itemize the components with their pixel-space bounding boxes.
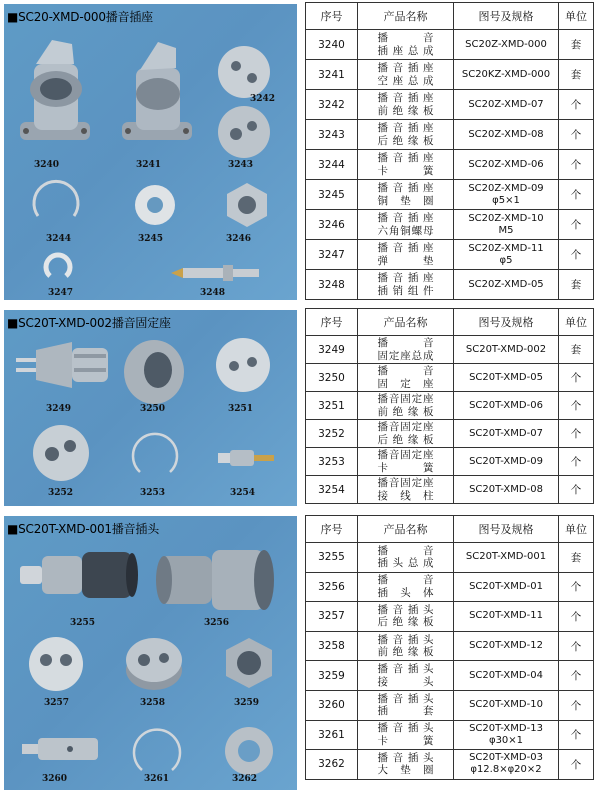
table-row: [306, 270, 594, 300]
plug-assembly-image: [16, 544, 140, 614]
cell-spec: SC20T-XMD-10: [454, 690, 559, 720]
product-name-line: 播音插头: [377, 751, 434, 764]
product-name-line: 播音固定座: [377, 421, 434, 433]
cell-no: 3242: [306, 90, 358, 120]
table-header-row: [306, 309, 594, 336]
spec-table-socket: [305, 2, 594, 300]
table-row: [306, 750, 594, 780]
large-washer-image: [222, 724, 276, 778]
cell-no: 3257: [306, 602, 358, 632]
product-name-line: 播音: [377, 337, 434, 349]
part-label-3255: 3255: [70, 618, 96, 628]
cell-spec: SC20T-XMD-01: [454, 572, 559, 602]
product-name-line: 固定座总成: [377, 349, 434, 362]
product-name-line: 播音固定座: [377, 449, 434, 461]
mount-assembly-image: [12, 332, 116, 402]
part-label-3253: 3253: [140, 488, 166, 498]
spring-washer-image: [42, 250, 74, 282]
product-name-line: 插座总成: [377, 44, 434, 57]
photo-panel-plug: [4, 516, 297, 790]
cell-spec: SC20Z-XMD-05: [454, 270, 559, 300]
cell-spec: SC20T-XMD-03 φ12.8×φ20×2: [454, 750, 559, 780]
header-no: 序号: [306, 516, 358, 543]
table-row: [306, 240, 594, 270]
cell-spec: SC20Z-XMD-06: [454, 150, 559, 180]
cell-spec: SC20T-XMD-06: [454, 392, 559, 420]
cell-spec: SC20Z-XMD-000: [454, 30, 559, 60]
photo-panel-socket: [4, 4, 297, 300]
table-row: [306, 572, 594, 602]
cell-unit: 个: [559, 631, 594, 661]
front-insulation-plate-image: [216, 44, 272, 100]
cell-unit: 个: [559, 420, 594, 448]
cell-unit: 个: [559, 448, 594, 476]
cell-no: 3240: [306, 30, 358, 60]
cell-unit: 套: [559, 336, 594, 364]
product-name-line: 播音: [377, 574, 434, 587]
part-label-3254: 3254: [230, 488, 256, 498]
table-row: [306, 720, 594, 750]
product-name-line: 后绝缘板: [377, 433, 434, 446]
product-name-line: 播音固定座: [377, 477, 434, 489]
part-label-3242: 3242: [250, 94, 276, 104]
section-title: ■SC20-XMD-000播音插座: [7, 10, 153, 24]
part-label-3261: 3261: [144, 774, 170, 784]
cell-unit: 个: [559, 392, 594, 420]
part-label-3245: 3245: [138, 234, 164, 244]
product-name-line: 播音插座: [377, 242, 434, 254]
circlip-image: [28, 176, 84, 232]
mount-front-insulation-image: [214, 336, 272, 394]
cell-product-name: [358, 210, 454, 240]
mount-circlip-image: [126, 426, 182, 482]
table-row: [306, 90, 594, 120]
cell-product-name: [358, 392, 454, 420]
cell-product-name: [358, 30, 454, 60]
plug-sleeve-image: [20, 734, 100, 764]
cell-no: 3251: [306, 392, 358, 420]
section-title: ■SC20T-XMD-001播音插头: [7, 522, 160, 536]
cell-unit: 个: [559, 150, 594, 180]
plug-circlip-image: [128, 722, 186, 780]
product-name-line: 播音插座: [377, 182, 434, 194]
mount-body-image: [120, 332, 190, 408]
plug-connector-image: [220, 634, 278, 692]
product-name-line: 播音插座: [377, 122, 434, 134]
product-name-line: 大垫圈: [377, 764, 434, 777]
product-name-line: 播音插头: [377, 633, 434, 646]
part-label-3246: 3246: [226, 234, 252, 244]
cell-no: 3258: [306, 631, 358, 661]
product-name-line: 播音插头: [377, 692, 434, 705]
product-name-line: 播音插头: [377, 722, 434, 735]
header-no: 序号: [306, 309, 358, 336]
product-name-line: 后绝缘板: [377, 616, 434, 629]
cell-no: 3249: [306, 336, 358, 364]
table-row: [306, 543, 594, 573]
product-name-line: 前绝缘板: [377, 104, 434, 117]
cell-product-name: [358, 180, 454, 210]
table-row: [306, 602, 594, 632]
cell-product-name: [358, 120, 454, 150]
product-name-line: 接头: [377, 675, 434, 688]
cell-spec: SC20T-XMD-11: [454, 602, 559, 632]
cell-no: 3246: [306, 210, 358, 240]
part-label-3262: 3262: [232, 774, 258, 784]
part-label-3247: 3247: [48, 288, 74, 298]
pin-assembly-image: [169, 262, 261, 284]
product-name-line: 播音插头: [377, 603, 434, 616]
table-row: [306, 180, 594, 210]
cell-product-name: [358, 690, 454, 720]
cell-unit: 个: [559, 720, 594, 750]
cell-no: 3243: [306, 120, 358, 150]
cell-spec: SC20KZ-XMD-000: [454, 60, 559, 90]
table-row: [306, 150, 594, 180]
table-row: [306, 631, 594, 661]
product-name-line: 播音插座: [377, 92, 434, 104]
part-label-3260: 3260: [42, 774, 68, 784]
part-label-3250: 3250: [140, 404, 166, 414]
cell-no: 3254: [306, 476, 358, 504]
header-name: 产品名称: [358, 516, 454, 543]
product-name-line: 插套: [377, 705, 434, 718]
product-name-line: 播音插头: [377, 663, 434, 676]
cell-product-name: [358, 720, 454, 750]
cell-no: 3248: [306, 270, 358, 300]
product-name-line: 铜垫圈: [377, 194, 434, 207]
cell-unit: 个: [559, 661, 594, 691]
product-name-line: 插销组件: [377, 284, 434, 297]
product-name-line: 固定座: [377, 377, 434, 390]
cell-product-name: [358, 420, 454, 448]
cell-unit: 个: [559, 240, 594, 270]
cell-unit: 个: [559, 364, 594, 392]
part-label-3243: 3243: [228, 160, 254, 170]
cell-no: 3253: [306, 448, 358, 476]
cell-no: 3245: [306, 180, 358, 210]
cell-product-name: [358, 750, 454, 780]
header-spec: 图号及规格: [454, 516, 559, 543]
table-row: [306, 364, 594, 392]
cell-unit: 个: [559, 602, 594, 632]
hex-nut-image: [222, 180, 272, 230]
photo-panel-mount: [4, 310, 297, 506]
table-header-row: [306, 3, 594, 30]
cell-spec: SC20T-XMD-12: [454, 631, 559, 661]
product-name-line: 卡簧: [377, 164, 434, 177]
cell-unit: 个: [559, 90, 594, 120]
table-row: [306, 60, 594, 90]
cell-product-name: [358, 270, 454, 300]
section-title: ■SC20T-XMD-002播音固定座: [7, 316, 171, 330]
product-name-line: 卡簧: [377, 461, 434, 474]
cell-no: 3262: [306, 750, 358, 780]
part-label-3258: 3258: [140, 698, 166, 708]
table-row: [306, 661, 594, 691]
part-label-3251: 3251: [228, 404, 254, 414]
product-name-line: 插头总成: [377, 557, 434, 570]
cell-unit: 个: [559, 572, 594, 602]
table-header-row: [306, 516, 594, 543]
cell-unit: 个: [559, 690, 594, 720]
cell-no: 3247: [306, 240, 358, 270]
cell-no: 3261: [306, 720, 358, 750]
header-unit: 单位: [559, 3, 594, 30]
cell-product-name: [358, 150, 454, 180]
table-row: [306, 210, 594, 240]
cell-spec: SC20Z-XMD-08: [454, 120, 559, 150]
cell-product-name: [358, 336, 454, 364]
socket-assembly-image: [12, 34, 98, 154]
cell-no: 3255: [306, 543, 358, 573]
cell-product-name: [358, 448, 454, 476]
table-row: [306, 392, 594, 420]
product-name-line: 卡簧: [377, 734, 434, 747]
mount-rear-insulation-image: [30, 422, 92, 484]
spec-table-mount: [305, 308, 594, 504]
cell-no: 3256: [306, 572, 358, 602]
cell-product-name: [358, 476, 454, 504]
header-name: 产品名称: [358, 3, 454, 30]
product-name-line: 六角铜螺母: [377, 224, 434, 237]
part-label-3256: 3256: [204, 618, 230, 628]
cell-unit: 个: [559, 180, 594, 210]
product-name-line: 播音插座: [377, 212, 434, 224]
part-label-3240: 3240: [34, 160, 60, 170]
cell-spec: SC20T-XMD-001: [454, 543, 559, 573]
cell-spec: SC20Z-XMD-07: [454, 90, 559, 120]
cell-no: 3260: [306, 690, 358, 720]
cell-unit: 套: [559, 60, 594, 90]
product-name-line: 播音固定座: [377, 393, 434, 405]
cell-spec: SC20T-XMD-002: [454, 336, 559, 364]
cell-unit: 套: [559, 543, 594, 573]
table-row: [306, 476, 594, 504]
cell-no: 3259: [306, 661, 358, 691]
table-row: [306, 336, 594, 364]
product-name-line: 空座总成: [377, 74, 434, 87]
cell-spec: SC20T-XMD-05: [454, 364, 559, 392]
cell-no: 3250: [306, 364, 358, 392]
plug-front-insulation-image: [122, 630, 186, 694]
plug-rear-insulation-image: [26, 634, 86, 694]
product-name-line: 前绝缘板: [377, 646, 434, 659]
header-no: 序号: [306, 3, 358, 30]
product-name-line: 播音插座: [377, 152, 434, 164]
cell-unit: 套: [559, 30, 594, 60]
cell-product-name: [358, 543, 454, 573]
product-name-line: 插头体: [377, 586, 434, 599]
part-label-3259: 3259: [234, 698, 260, 708]
cell-spec: SC20T-XMD-04: [454, 661, 559, 691]
product-name-line: 播音: [377, 544, 434, 557]
cell-unit: 个: [559, 210, 594, 240]
cell-unit: 套: [559, 270, 594, 300]
cell-spec: SC20T-XMD-08: [454, 476, 559, 504]
cell-unit: 个: [559, 750, 594, 780]
table-row: [306, 120, 594, 150]
product-name-line: 后绝缘板: [377, 134, 434, 147]
spec-table-plug: [305, 515, 594, 780]
part-label-3257: 3257: [44, 698, 70, 708]
header-unit: 单位: [559, 309, 594, 336]
cell-product-name: [358, 90, 454, 120]
product-name-line: 播音: [377, 32, 434, 44]
header-spec: 图号及规格: [454, 3, 559, 30]
table-row: [306, 420, 594, 448]
copper-washer-image: [132, 182, 178, 228]
table-row: [306, 448, 594, 476]
part-label-3252: 3252: [48, 488, 74, 498]
cell-no: 3244: [306, 150, 358, 180]
cell-unit: 个: [559, 120, 594, 150]
part-label-3241: 3241: [136, 160, 162, 170]
table-row: [306, 690, 594, 720]
product-name-line: 接线柱: [377, 489, 434, 502]
cell-product-name: [358, 60, 454, 90]
cell-spec: SC20Z-XMD-09 φ5×1: [454, 180, 559, 210]
cell-product-name: [358, 240, 454, 270]
cell-product-name: [358, 364, 454, 392]
cell-product-name: [358, 602, 454, 632]
table-row: [306, 30, 594, 60]
cell-product-name: [358, 631, 454, 661]
cell-product-name: [358, 572, 454, 602]
part-label-3244: 3244: [46, 234, 72, 244]
cell-spec: SC20Z-XMD-11 φ5: [454, 240, 559, 270]
part-label-3249: 3249: [46, 404, 72, 414]
rear-insulation-plate-image: [216, 104, 272, 160]
part-label-3248: 3248: [200, 288, 226, 298]
product-name-line: 播音: [377, 365, 434, 377]
product-name-line: 前绝缘板: [377, 405, 434, 418]
cell-no: 3252: [306, 420, 358, 448]
product-name-line: 播音插座: [377, 272, 434, 284]
cell-spec: SC20T-XMD-09: [454, 448, 559, 476]
header-unit: 单位: [559, 516, 594, 543]
cell-spec: SC20Z-XMD-10 M5: [454, 210, 559, 240]
header-spec: 图号及规格: [454, 309, 559, 336]
product-name-line: 播音插座: [377, 62, 434, 74]
cell-unit: 个: [559, 476, 594, 504]
product-name-line: 弹垫: [377, 254, 434, 267]
socket-empty-assembly-image: [114, 34, 200, 154]
cell-product-name: [358, 661, 454, 691]
plug-body-image: [154, 544, 278, 618]
cell-no: 3241: [306, 60, 358, 90]
header-name: 产品名称: [358, 309, 454, 336]
terminal-post-image: [216, 448, 276, 468]
cell-spec: SC20T-XMD-07: [454, 420, 559, 448]
cell-spec: SC20T-XMD-13 φ30×1: [454, 720, 559, 750]
